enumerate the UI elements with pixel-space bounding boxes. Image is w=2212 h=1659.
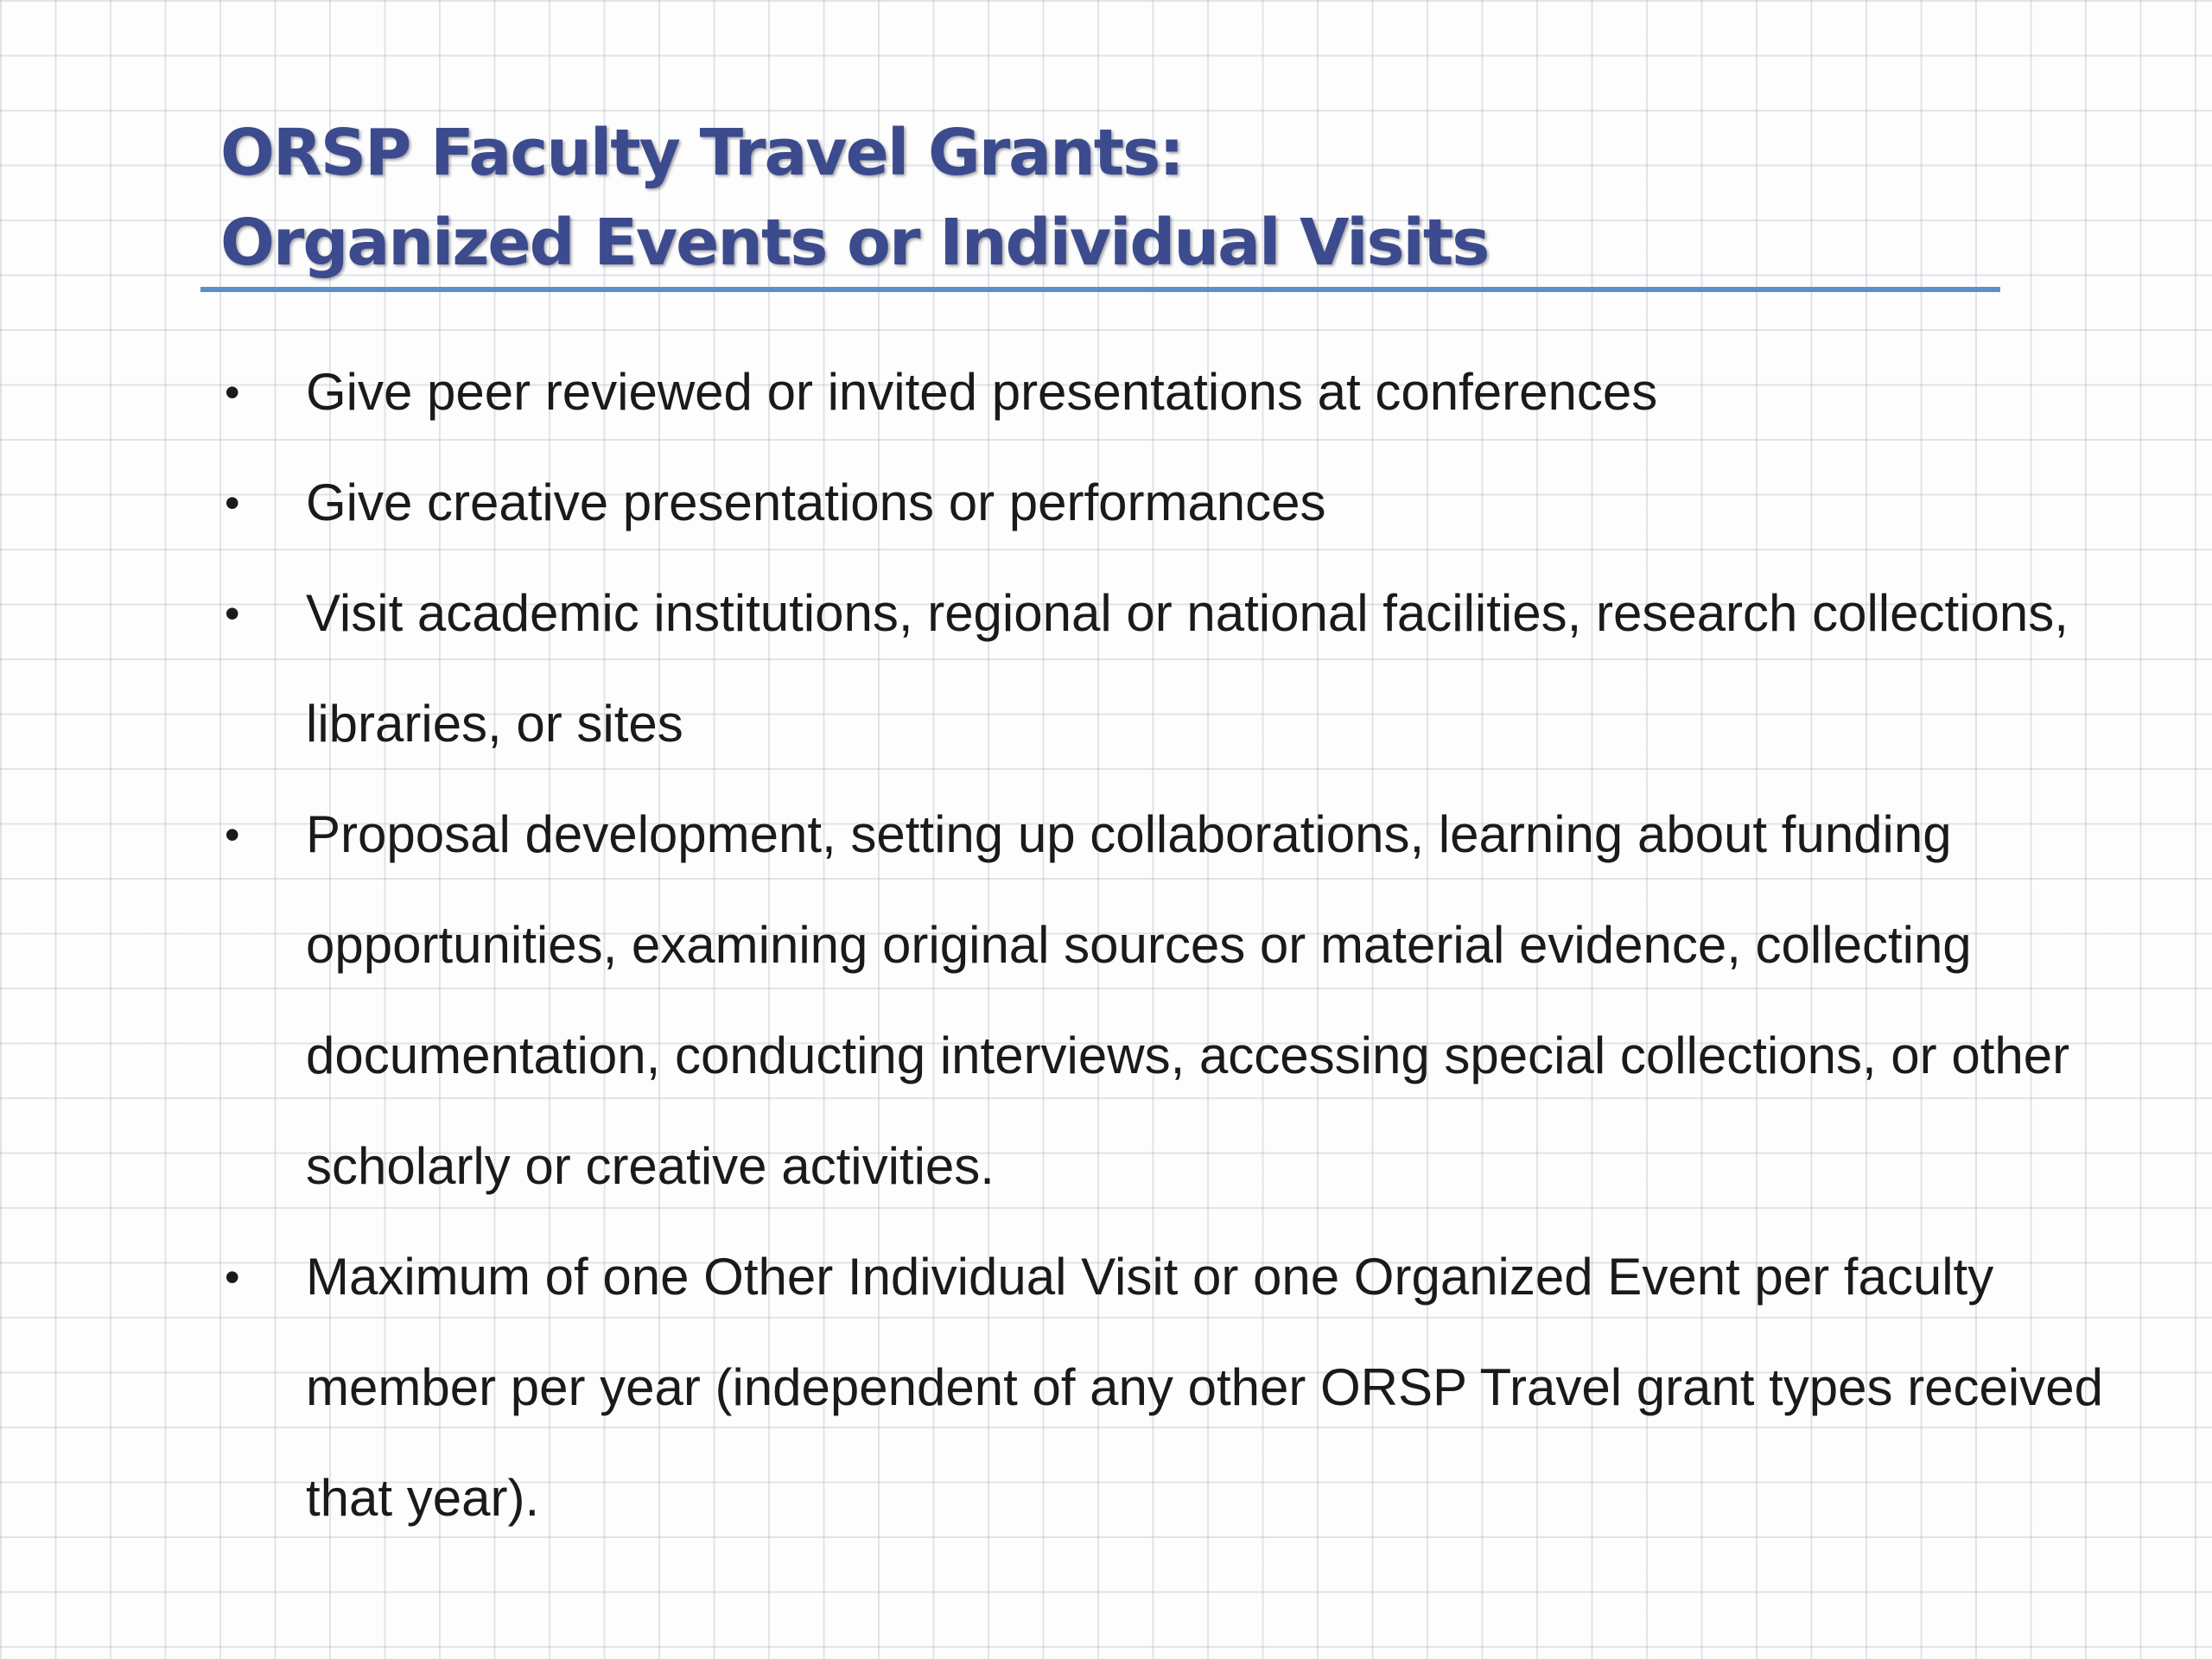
bullet-item [216, 448, 2134, 558]
bullet-icon: • [225, 479, 240, 527]
bullet-icon: • [225, 1253, 240, 1301]
bullet-icon: • [225, 589, 240, 638]
title-line-2: Organized Events or Individual Visits [220, 206, 1489, 280]
bullet-item [216, 558, 2134, 779]
bullet-item [216, 779, 2134, 1222]
slide-title [220, 108, 1488, 288]
bullet-icon: • [225, 810, 240, 859]
bullet-text: Give creative presentations or performances [306, 474, 1326, 531]
title-line-1: ORSP Faculty Travel Grants: [220, 116, 1183, 190]
bullet-text: Give peer reviewed or invited presentations at conferences [306, 363, 1658, 421]
bullet-text: Maximum of one Other Individual Visit or one Organized Event per faculty member per year (independent of any other ORSP Travel grant types received that year). [306, 1248, 2103, 1527]
bullet-list [216, 337, 2134, 1554]
bullet-text: Visit academic institutions, regional or national facilities, research collections, libraries, or sites [306, 584, 2069, 753]
bullet-item [216, 1222, 2134, 1554]
bullet-icon: • [225, 368, 240, 416]
bullet-text: Proposal development, setting up collaborations, learning about funding opportunities, examining original sources or material evidence, collecting documentation, conducting interviews, accessing special collections, or other scholarly or creative activities. [306, 805, 2070, 1195]
bullet-item [216, 337, 2134, 448]
title-divider [200, 287, 2000, 292]
